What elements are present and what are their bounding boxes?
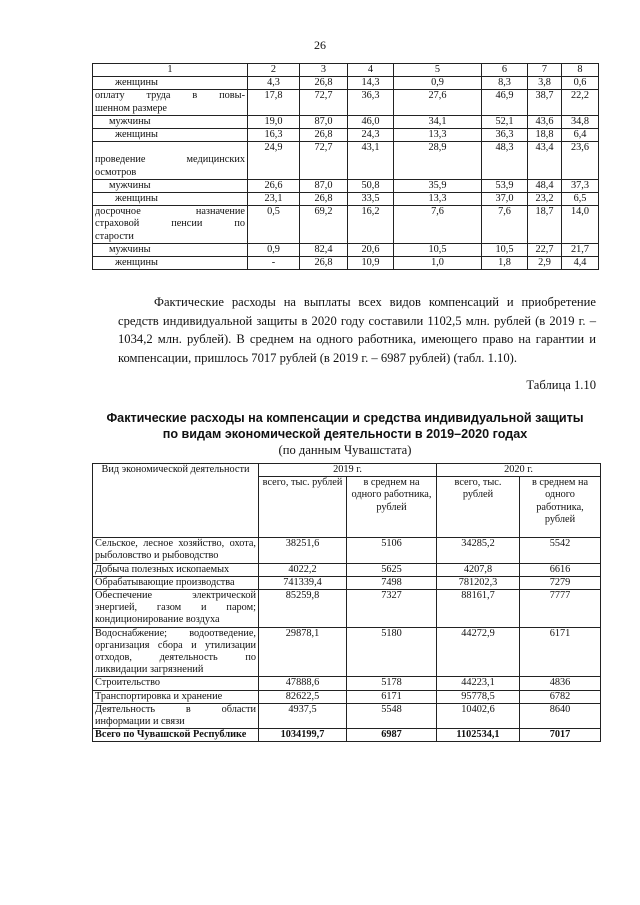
value-cell: 69,2: [300, 206, 348, 244]
value-cell: 5106: [347, 538, 437, 563]
label-line: страховой пенсии по: [95, 218, 245, 230]
value-cell: 43,6: [528, 115, 562, 128]
label-line: шенном размере: [95, 102, 168, 114]
value-cell: 7,6: [394, 206, 482, 244]
title-line-2: по видам экономической деятельности в 2019–2020 годах: [162, 427, 528, 441]
value-cell: 87,0: [300, 179, 348, 192]
label-line: [95, 142, 245, 154]
value-cell: 82,4: [300, 243, 348, 256]
row-label: [93, 129, 248, 142]
value-cell: 82622,5: [259, 690, 347, 703]
table-row: [93, 129, 599, 142]
value-cell: 6,5: [562, 193, 599, 206]
activity-label: Сельское, лесное хозяйство, охота, рыболовство и рыбоводство: [93, 538, 259, 563]
value-cell: 48,3: [482, 142, 528, 180]
label-line: женщины: [115, 129, 158, 141]
table-row: [93, 729, 601, 742]
value-cell: 43,4: [528, 142, 562, 180]
value-cell: 38,7: [528, 90, 562, 115]
value-cell: 0,9: [248, 243, 300, 256]
activity-label: Всего по Чувашской Республике: [93, 729, 259, 742]
row-label: [93, 90, 248, 115]
value-cell: 6616: [520, 563, 601, 576]
value-cell: 6,4: [562, 129, 599, 142]
value-cell: 24,3: [348, 129, 394, 142]
value-cell: 85259,8: [259, 590, 347, 628]
value-cell: 0,6: [562, 77, 599, 90]
label-line: женщины: [115, 257, 158, 269]
value-cell: 8,3: [482, 77, 528, 90]
value-cell: 8640: [520, 703, 601, 728]
value-cell: 4022,2: [259, 563, 347, 576]
header-cell: 4: [348, 64, 394, 77]
value-cell: 0,5: [248, 206, 300, 244]
value-cell: 28,9: [394, 142, 482, 180]
label-line: оплату труда в повы-: [95, 90, 245, 102]
header-total-2019: всего, тыс. рублей: [259, 477, 347, 538]
table-row: [93, 576, 601, 589]
value-cell: 16,2: [348, 206, 394, 244]
value-cell: 37,3: [562, 179, 599, 192]
table-row: [93, 690, 601, 703]
header-cell: 1: [93, 64, 248, 77]
activity-label: Обрабатывающие производства: [93, 576, 259, 589]
value-cell: -: [248, 257, 300, 270]
value-cell: 43,1: [348, 142, 394, 180]
header-cell: 6: [482, 64, 528, 77]
value-cell: 26,8: [300, 77, 348, 90]
compensation-expenses-table: [92, 463, 601, 742]
value-cell: 44223,1: [437, 677, 520, 690]
value-cell: 26,8: [300, 129, 348, 142]
value-cell: 3,8: [528, 77, 562, 90]
value-cell: 5180: [347, 627, 437, 677]
value-cell: 781202,3: [437, 576, 520, 589]
value-cell: 50,8: [348, 179, 394, 192]
value-cell: 17,8: [248, 90, 300, 115]
value-cell: 21,7: [562, 243, 599, 256]
value-cell: 6171: [347, 690, 437, 703]
table-row: [93, 703, 601, 728]
value-cell: 7777: [520, 590, 601, 628]
table-row: [93, 677, 601, 690]
table-row: [93, 206, 599, 244]
header-activity: Вид экономической деятельности: [93, 464, 259, 538]
table-row: [93, 90, 599, 115]
value-cell: 13,3: [394, 193, 482, 206]
value-cell: 5542: [520, 538, 601, 563]
value-cell: 24,9: [248, 142, 300, 180]
value-cell: 6171: [520, 627, 601, 677]
value-cell: 10,5: [394, 243, 482, 256]
row-label: [93, 257, 248, 270]
row-label: [93, 142, 248, 180]
value-cell: 10402,6: [437, 703, 520, 728]
value-cell: 7279: [520, 576, 601, 589]
value-cell: 35,9: [394, 179, 482, 192]
label-line: мужчины: [109, 115, 151, 127]
workers-share-table: [92, 63, 599, 270]
table-row: [93, 627, 601, 677]
header-year-2019: 2019 г.: [259, 464, 437, 477]
value-cell: 87,0: [300, 115, 348, 128]
value-cell: 14,0: [562, 206, 599, 244]
body-paragraph: Фактические расходы на выплаты всех видов компенсаций и приобретение средств индивидуальной защиты в 2020 году составили 1102,5 млн. рублей (в 2019 г. – 1034,2 млн. рублей). В среднем на одного работника, имеющего право на гарантии и компенсации, пришлось 7017 рублей (в 2019 г. – 6987 рублей) (табл. 1.10).: [118, 295, 596, 365]
value-cell: 46,0: [348, 115, 394, 128]
header-year-2020: 2020 г.: [437, 464, 601, 477]
value-cell: 7327: [347, 590, 437, 628]
activity-label: Деятельность в области информации и связи: [93, 703, 259, 728]
value-cell: 4836: [520, 677, 601, 690]
value-cell: 22,7: [528, 243, 562, 256]
value-cell: 1,0: [394, 257, 482, 270]
table-row: [93, 77, 599, 90]
value-cell: 13,3: [394, 129, 482, 142]
row-label: [93, 115, 248, 128]
value-cell: 72,7: [300, 142, 348, 180]
value-cell: 0,9: [394, 77, 482, 90]
value-cell: 23,2: [528, 193, 562, 206]
value-cell: 46,9: [482, 90, 528, 115]
value-cell: 741339,4: [259, 576, 347, 589]
value-cell: 23,1: [248, 193, 300, 206]
table-row: [93, 538, 601, 563]
value-cell: 5178: [347, 677, 437, 690]
label-line: старости: [95, 230, 134, 242]
header-cell: 2: [248, 64, 300, 77]
table-row: [93, 590, 601, 628]
value-cell: 19,0: [248, 115, 300, 128]
value-cell: 6987: [347, 729, 437, 742]
title-line-1: Фактические расходы на компенсации и средства индивидуальной защиты: [106, 411, 584, 425]
value-cell: 27,6: [394, 90, 482, 115]
table-number: Таблица 1.10: [526, 378, 596, 392]
row-label: [93, 179, 248, 192]
header-cell: 7: [528, 64, 562, 77]
value-cell: 26,6: [248, 179, 300, 192]
value-cell: 29878,1: [259, 627, 347, 677]
header-cell: 3: [300, 64, 348, 77]
value-cell: 7,6: [482, 206, 528, 244]
activity-label: Строительство: [93, 677, 259, 690]
value-cell: 95778,5: [437, 690, 520, 703]
label-line: мужчины: [109, 179, 151, 191]
header-total-2020: всего, тыс. рублей: [437, 477, 520, 538]
value-cell: 7017: [520, 729, 601, 742]
header-cell: 5: [394, 64, 482, 77]
header-avg-2020: в среднем на одного работника, рублей: [520, 477, 601, 538]
value-cell: 72,7: [300, 90, 348, 115]
value-cell: 53,9: [482, 179, 528, 192]
value-cell: 34285,2: [437, 538, 520, 563]
value-cell: 38251,6: [259, 538, 347, 563]
value-cell: 4937,5: [259, 703, 347, 728]
value-cell: 5625: [347, 563, 437, 576]
label-line: осмотров: [95, 166, 137, 178]
value-cell: 10,9: [348, 257, 394, 270]
value-cell: 1102534,1: [437, 729, 520, 742]
value-cell: 18,8: [528, 129, 562, 142]
value-cell: 10,5: [482, 243, 528, 256]
value-cell: 4,3: [248, 77, 300, 90]
table-row: [93, 193, 599, 206]
table-row: [93, 142, 599, 180]
value-cell: 1,8: [482, 257, 528, 270]
table-row: [93, 115, 599, 128]
value-cell: 16,3: [248, 129, 300, 142]
label-line: проведение медицинских: [95, 154, 245, 166]
value-cell: 20,6: [348, 243, 394, 256]
label-line: мужчины: [109, 243, 151, 255]
value-cell: 34,1: [394, 115, 482, 128]
value-cell: 2,9: [528, 257, 562, 270]
value-cell: 14,3: [348, 77, 394, 90]
value-cell: 36,3: [348, 90, 394, 115]
row-label: [93, 77, 248, 90]
value-cell: 23,6: [562, 142, 599, 180]
value-cell: 33,5: [348, 193, 394, 206]
value-cell: 22,2: [562, 90, 599, 115]
value-cell: 44272,9: [437, 627, 520, 677]
row-label: [93, 243, 248, 256]
value-cell: 1034199,7: [259, 729, 347, 742]
value-cell: 7498: [347, 576, 437, 589]
row-label: [93, 206, 248, 244]
table-header-row: [93, 64, 599, 77]
table-title: [92, 410, 598, 458]
value-cell: 47888,6: [259, 677, 347, 690]
header-avg-2019: в среднем на одного работника, рублей: [347, 477, 437, 538]
label-line: женщины: [115, 77, 158, 89]
value-cell: 52,1: [482, 115, 528, 128]
row-label: [93, 193, 248, 206]
value-cell: 26,8: [300, 257, 348, 270]
page-number: 26: [314, 38, 326, 52]
activity-label: Водоснабжение; водоотведение, организация сбора и утилизации отходов, деятельность по ликвидации загрязнений: [93, 627, 259, 677]
label-line: досрочное назначение: [95, 206, 245, 218]
value-cell: 37,0: [482, 193, 528, 206]
table-row: [93, 179, 599, 192]
value-cell: 26,8: [300, 193, 348, 206]
title-source: (по данным Чувашстата): [278, 443, 412, 457]
activity-label: Добыча полезных ископаемых: [93, 563, 259, 576]
value-cell: 88161,7: [437, 590, 520, 628]
value-cell: 4207,8: [437, 563, 520, 576]
table-row: [93, 243, 599, 256]
table-header-row: [93, 464, 601, 477]
value-cell: 48,4: [528, 179, 562, 192]
value-cell: 34,8: [562, 115, 599, 128]
activity-label: Обеспечение электрической энергией, газом и паром; кондиционирование воздуха: [93, 590, 259, 628]
label-line: женщины: [115, 193, 158, 205]
table-row: [93, 563, 601, 576]
table-row: [93, 257, 599, 270]
value-cell: 36,3: [482, 129, 528, 142]
activity-label: Транспортировка и хранение: [93, 690, 259, 703]
value-cell: 5548: [347, 703, 437, 728]
value-cell: 18,7: [528, 206, 562, 244]
value-cell: 4,4: [562, 257, 599, 270]
header-cell: 8: [562, 64, 599, 77]
value-cell: 6782: [520, 690, 601, 703]
